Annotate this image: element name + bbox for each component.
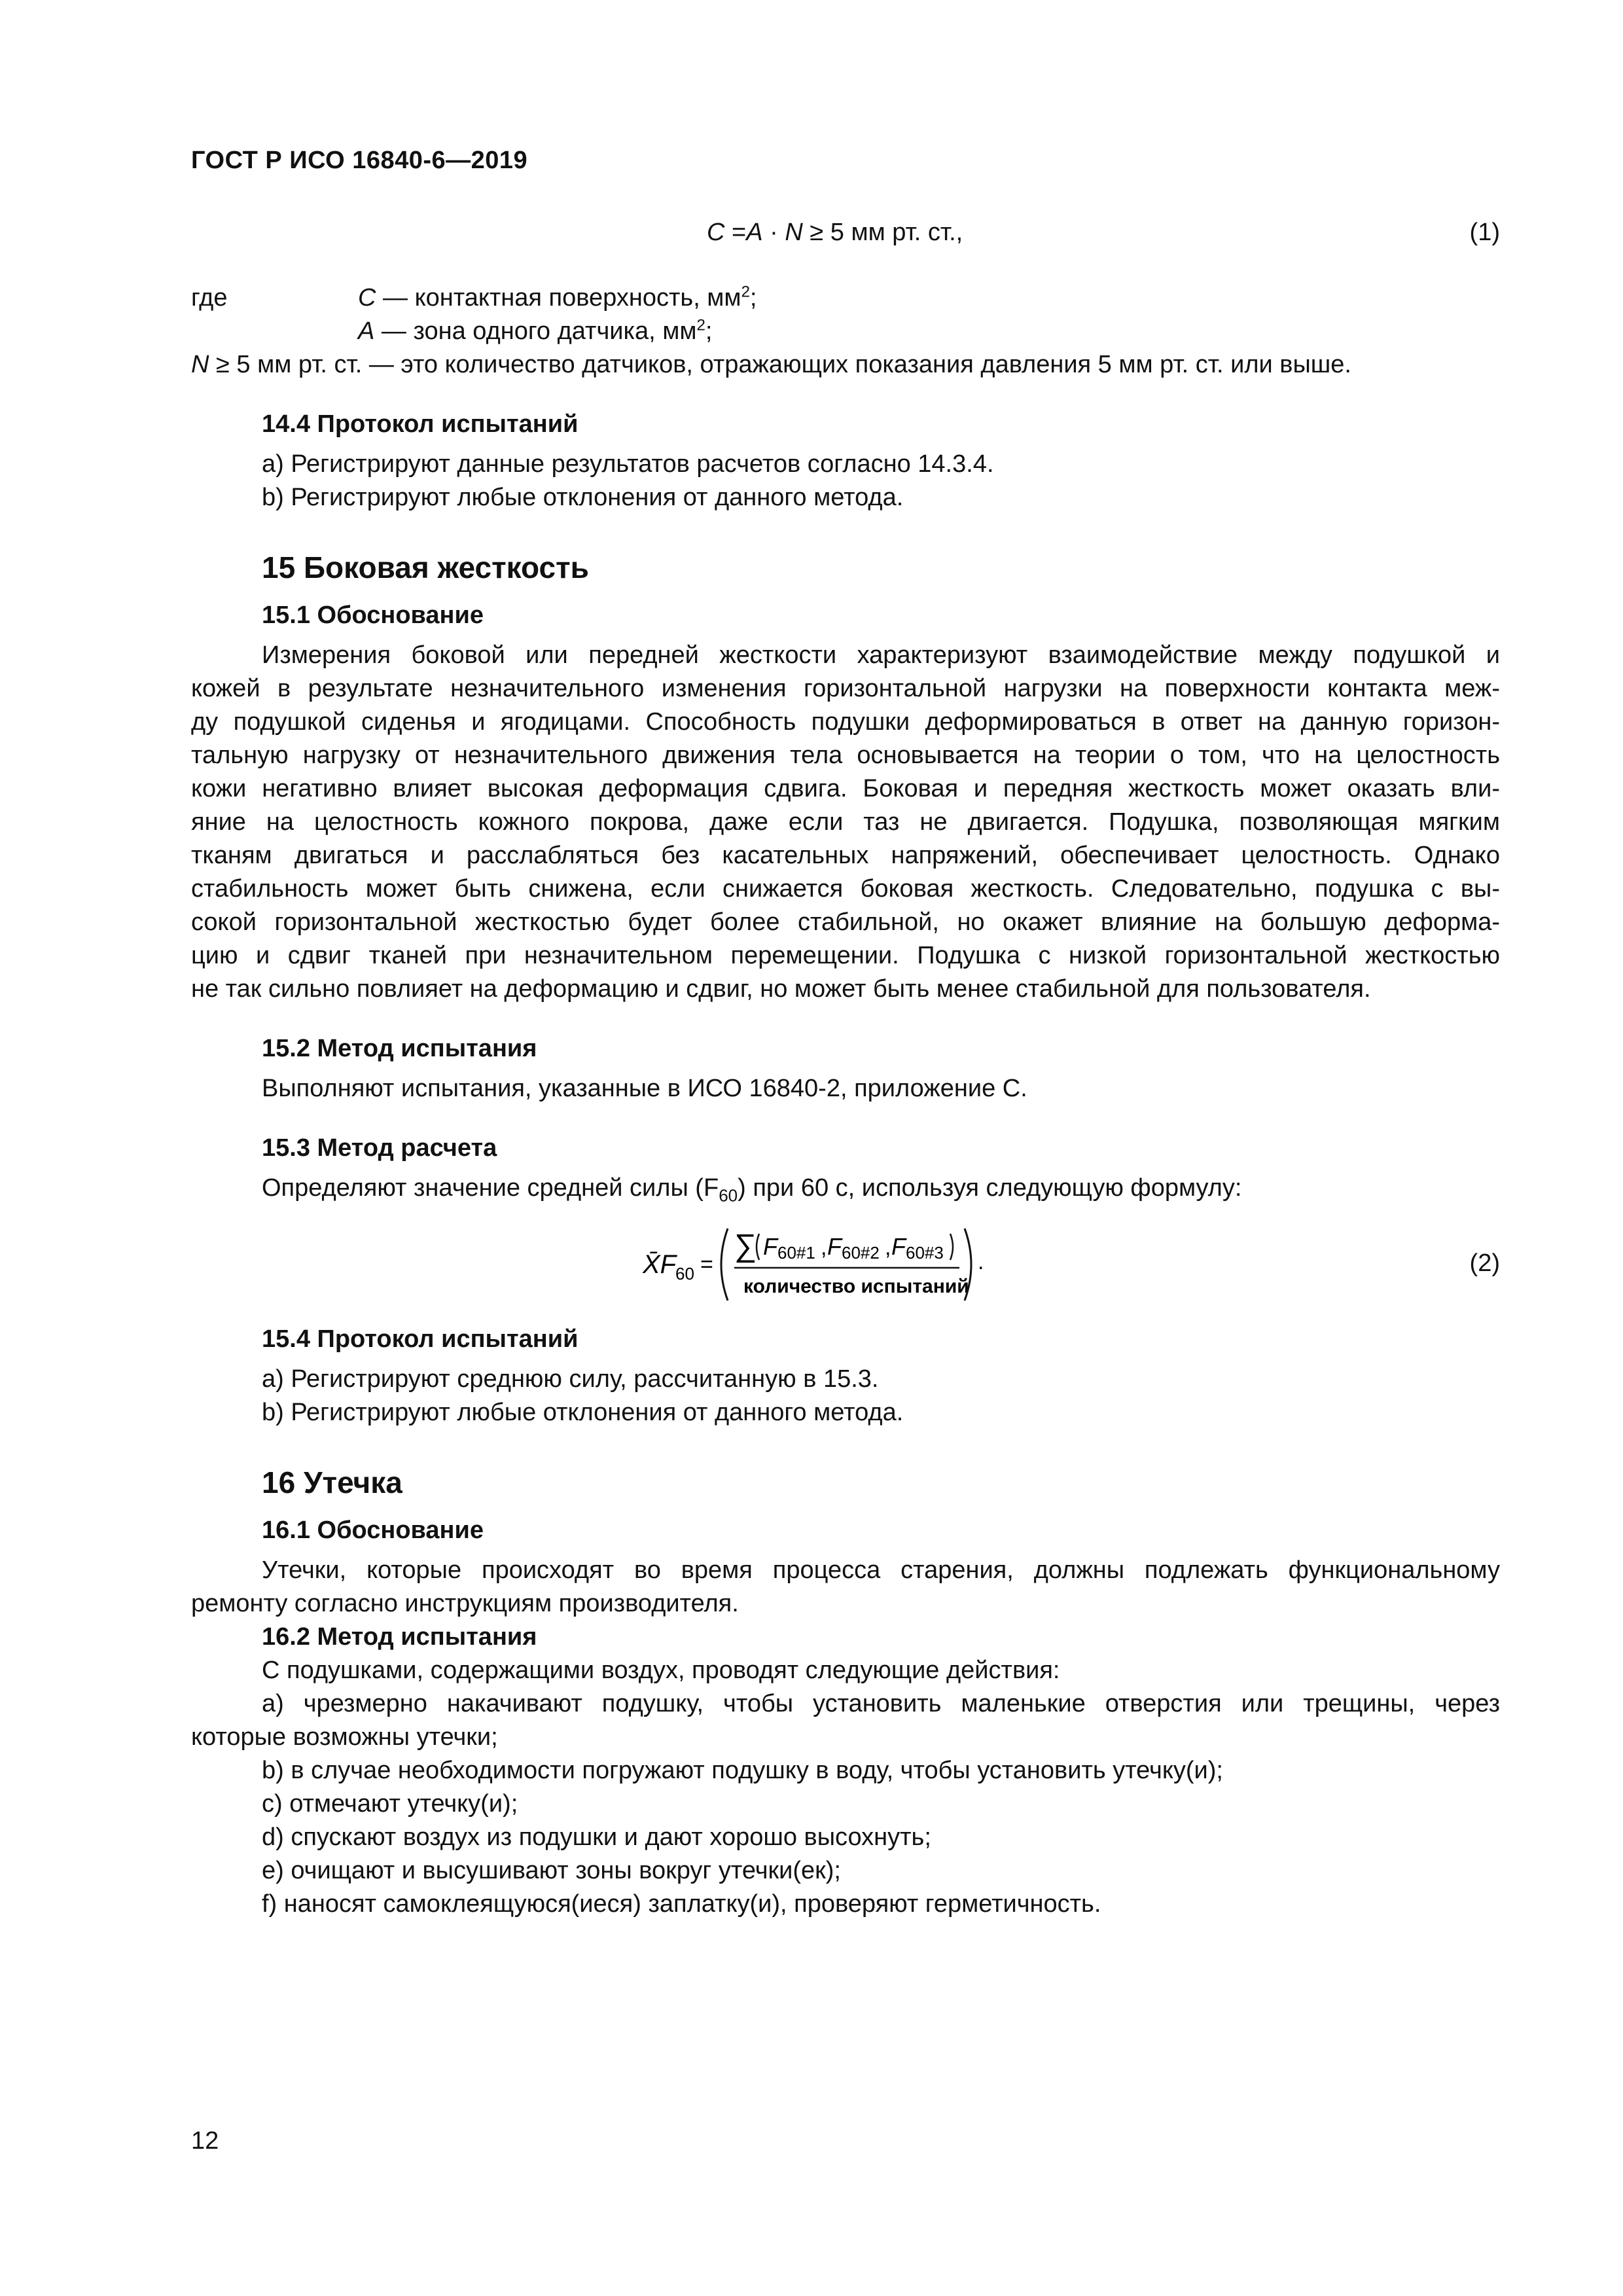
where-def-a <box>358 315 712 348</box>
where-block <box>191 281 1500 382</box>
section-16-2-item-c: c) отмечают утечку(и); <box>262 1790 518 1818</box>
paragraph-line: ду подушкой сиденья и ягодицами. Способность подушки деформироваться в ответ на данную горизон- <box>191 708 1500 736</box>
paragraph-line: кожи негативно влияет высокая деформация сдвига. Боковая и передняя жесткость может оказать вли- <box>191 775 1500 802</box>
formula-2-f2: F <box>827 1233 842 1260</box>
formula-2-inner-left-paren <box>757 1234 759 1260</box>
formula-1-number: (1) <box>1469 219 1500 246</box>
where-def-c <box>358 281 757 315</box>
formula-2-comma-2: , <box>885 1235 891 1260</box>
section-16-2-item-b: b) в случае необходимости погружают подушку в воду, чтобы установить утечку(и); <box>262 1757 1223 1784</box>
section-14-4-title: 14.4 Протокол испытаний <box>262 410 579 438</box>
where-n-symbol: N <box>191 351 209 378</box>
formula-1 <box>191 216 1500 255</box>
formula-1-eq: = <box>724 219 747 246</box>
formula-2-inner-right-paren <box>950 1234 953 1260</box>
document-header: ГОСТ Р ИСО 16840-6—2019 <box>191 147 528 174</box>
section-15-4-title: 15.4 Протокол испытаний <box>262 1325 579 1353</box>
where-row-a <box>191 315 1500 348</box>
section-14-4-item-b: b) Регистрируют любые отклонения от данного метода. <box>262 484 904 511</box>
where-label: где <box>191 284 228 312</box>
where-c-symbol: C <box>358 284 376 312</box>
formula-1-dot: · <box>762 219 785 246</box>
section-14-4-item-a: a) Регистрируют данные результатов расчетов согласно 14.3.4. <box>262 450 994 478</box>
section-15-2-title: 15.2 Метод испытания <box>262 1035 537 1062</box>
page-number: 12 <box>191 2127 219 2155</box>
section-15-2-text: Выполняют испытания, указанные в ИСО 16840-2, приложение С. <box>262 1075 1027 1102</box>
formula-2-denominator: количество испытаний <box>743 1276 969 1297</box>
section-15-4-item-a: a) Регистрируют среднюю силу, рассчитанную в 15.3. <box>262 1365 879 1393</box>
where-row-n <box>191 348 1500 382</box>
paragraph-line: цию и сдвиг тканей при незначительном перемещении. Подушка с низкой горизонтальной жесткостью <box>191 942 1500 969</box>
section-16-2-item-a-line-1: a) чрезмерно накачивают подушку, чтобы установить маленькие отверстия или трещины, через <box>262 1690 1500 1717</box>
formula-2-period: . <box>978 1249 984 1274</box>
formula-2-f2-sub: 60#2 <box>842 1243 880 1263</box>
formula-2-number: (2) <box>1469 1249 1500 1277</box>
where-a-symbol: A <box>358 317 375 345</box>
where-a-sup: 2 <box>696 316 705 334</box>
document-body <box>191 216 1500 1921</box>
paragraph-line: тальную нагрузку от незначительного движения тела основывается на теории о том, что на целостность <box>191 742 1500 769</box>
formula-2-comma-1: , <box>821 1235 827 1260</box>
section-16-2-item-f: f) наносят самоклеящуюся(иеся) заплатку(и), проверяют герметичность. <box>262 1890 1101 1918</box>
paragraph-line: не так сильно повлияет на деформацию и сдвиг, но может быть менее стабильной для пользователя. <box>191 975 1371 1003</box>
formula-1-rest: ≥ 5 мм рт. ст., <box>802 219 963 246</box>
paragraph-line: кожей в результате незначительного изменения горизонтальной нагрузки на поверхности контакта меж- <box>191 675 1500 702</box>
section-15-3-text-sub: 60 <box>719 1185 738 1206</box>
formula-1-expression <box>707 216 963 249</box>
section-16-2-item-e: e) очищают и высушивают зоны вокруг утечки(ек); <box>262 1857 841 1884</box>
section-15-title: 15 Боковая жесткость <box>262 550 589 584</box>
where-a-text: — зона одного датчика, мм <box>374 317 697 345</box>
section-16-2-item-a-line-2: которые возможны утечки; <box>191 1723 498 1751</box>
paragraph-line: Измерения боковой или передней жесткости характеризуют взаимодействие между подушкой и <box>262 641 1500 669</box>
paragraph-line: стабильность может быть снижена, если снижается боковая жесткость. Следовательно, подушка с вы- <box>191 875 1500 903</box>
section-15-1-title: 15.1 Обоснование <box>262 601 484 629</box>
where-c-end: ; <box>749 284 757 312</box>
formula-2-sigma: ∑ <box>734 1229 757 1263</box>
section-16-1-line-1: Утечки, которые происходят во время процесса старения, должны подлежать функциональному <box>262 1556 1500 1584</box>
where-row-c <box>191 281 1500 315</box>
section-16-2-intro: С подушками, содержащими воздух, проводят следующие действия: <box>262 1657 1060 1684</box>
section-16-2-item-d: d) спускают воздух из подушки и дают хорошо высохнуть; <box>262 1823 931 1851</box>
where-c-text: — контактная поверхность, мм <box>376 284 741 312</box>
section-16-1-title: 16.1 Обоснование <box>262 1516 484 1544</box>
formula-2-lhs: X̄F <box>643 1250 677 1279</box>
formula-2-graphic <box>643 1222 1009 1307</box>
formula-2 <box>191 1222 1500 1307</box>
where-n-text: ≥ 5 мм рт. ст. — это количество датчиков, отражающих показания давления 5 мм рт. ст. или выше. <box>209 351 1351 378</box>
section-16-1-line-2: ремонту согласно инструкциям производителя. <box>191 1590 739 1617</box>
formula-2-f3-sub: 60#3 <box>906 1243 944 1263</box>
section-16-2-title: 16.2 Метод испытания <box>262 1623 537 1651</box>
formula-2-f3: F <box>891 1233 906 1260</box>
formula-2-f1-sub: 60#1 <box>777 1243 815 1263</box>
formula-1-a: A <box>746 219 763 246</box>
formula-2-lhs-sub: 60 <box>675 1264 694 1283</box>
section-16-title: 16 Утечка <box>262 1465 402 1499</box>
paragraph-line: тканям двигаться и расслабляться без касательных напряжений, обеспечивает целостность. Однако <box>191 842 1500 869</box>
paragraph-line: яние на целостность кожного покрова, даже если таз не двигается. Подушка, позволяющая мягким <box>191 808 1500 836</box>
where-a-end: ; <box>705 317 713 345</box>
where-def-n <box>191 348 1351 382</box>
where-c-sup: 2 <box>741 283 750 301</box>
formula-1-c: C <box>707 219 725 246</box>
section-15-3-text-pre: Определяют значение средней силы (F <box>262 1174 719 1202</box>
section-15-1-paragraph <box>191 639 1500 1006</box>
formula-2-equals: = <box>700 1252 713 1277</box>
formula-2-f1: F <box>763 1233 777 1260</box>
section-15-4-item-b: b) Регистрируют любые отклонения от данного метода. <box>262 1399 904 1426</box>
formula-2-left-paren <box>721 1229 728 1300</box>
section-15-3-text <box>191 1172 1500 1205</box>
section-15-3-title: 15.3 Метод расчета <box>262 1134 497 1162</box>
section-15-3-text-post: ) при 60 с, используя следующую формулу: <box>738 1174 1242 1202</box>
paragraph-line: сокой горизонтальной жесткостью будет более стабильной, но окажет влияние на большую деформа- <box>191 908 1500 936</box>
formula-1-n: N <box>785 219 803 246</box>
